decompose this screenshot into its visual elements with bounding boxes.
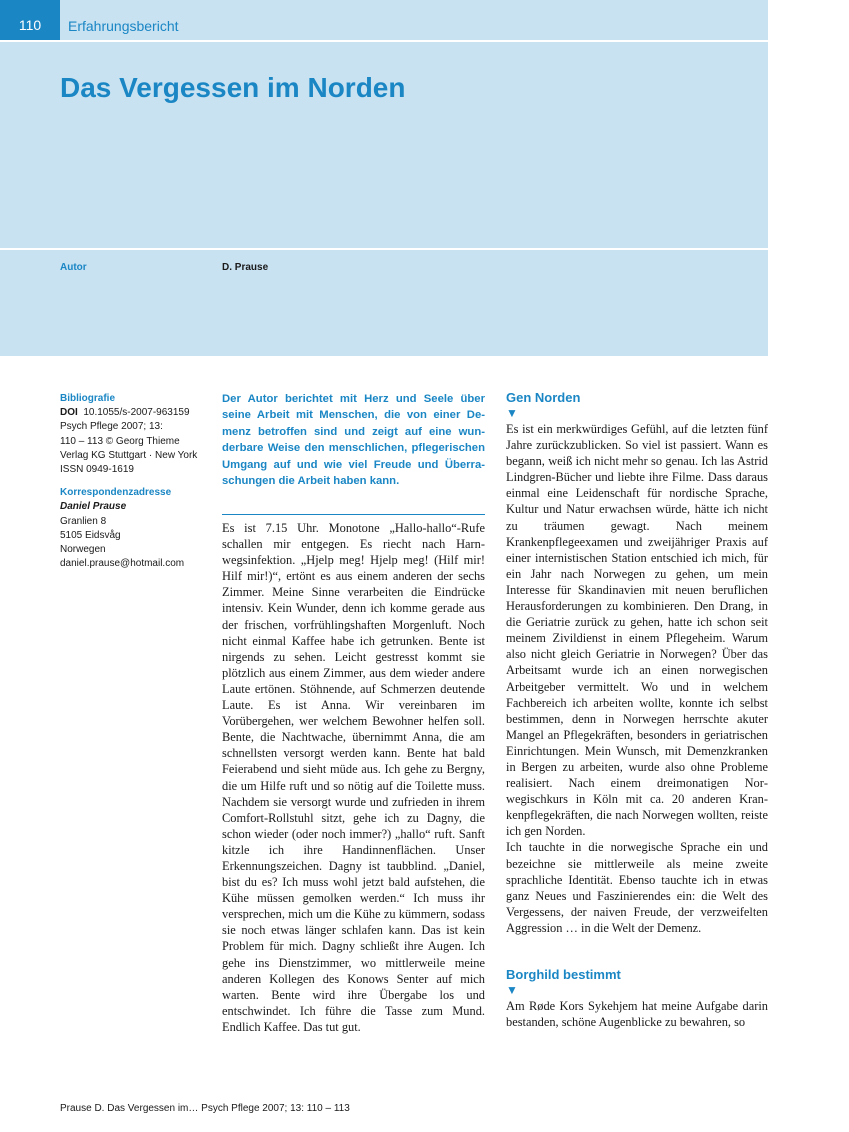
body-column-right: [506, 389, 768, 1030]
author-band: [0, 250, 768, 356]
section-heading-borghild: Borghild bestimmt: [506, 967, 621, 982]
intro-paragraph: Es ist 7.15 Uhr. Monotone „Hallo-hallo“-Rufe schallen mir entgegen. Es riecht nach Harnwegsinfektion. „Hjelp meg! Hjelp meg! (Hilf mir! Hilf mir!)“, ertönt es aus einem anderen der sechs Zimmer. Meine Sinne verarbeiten die Eindrücke intensiv. Kein Wunder, denn ich komme gerade aus der frischen, vorfrühlingshaften Morgenluft. Noch nicht einmal Kaffee habe ich getrunken. Bente ist nirgends zu sehen. Leicht gestresst kommt sie plötzlich aus einem Zimmer, aus dem wieder andere Laute ertönen. Stöhnende, auf Schmerzen deutende Laute. Es ist Anna. Wir vereinbaren im Vorübergehen, wer welchem Bewohner helfen soll. Bente, die Nachtwache, übernimmt Anna, die am schnellsten versorgt werden kann. Bente hat bald Feierabend und sieht müde aus. Ich gehe zu Bergny, die um Hilfe ruft und so nötig auf die Toilette muss. Nachdem sie versorgt wurde und zufrieden in ihrem Comfort-Rollstuhl sitzt, gehe ich zu Dagny, die schon wieder (oder noch immer?) „hallo“ ruft. Sanft kitzle ich ihre Handinnenflächen. Unser Erkennungszeichen. Dagny ist taubblind. „Daniel, bist du es? Ich muss wohl jetzt bald aufstehen, die Kühe müssen gemolken werden.“ Ich muss ihr versprechen, mich um die Kühe zu kümmern, sodass sie noch etwas länger schlafen kann. Das ist kein Problem für mich. Dagny schließt ihre Augen. Ich gehe ins Dienstzimmer, wo mittlerweile meine anderen Kollegen des Konows Senter auf mich warten. Bente wird ihre Übergabe los und entschwindet. Ich führe die Tasse zum Mund. Endlich Kaffee. Das tut gut.: [222, 521, 485, 1034]
journal-line: Psych Pflege 2007; 13:: [60, 421, 163, 433]
issn-line: ISSN 0949-1619: [60, 464, 134, 476]
publisher-line: Verlag KG Stuttgart · New York: [60, 449, 198, 461]
body-column-middle: [222, 520, 485, 1035]
contact-country: Norwegen: [60, 544, 106, 556]
article-title: Das Vergessen im Norden: [60, 72, 406, 103]
contact-name: Daniel Prause: [60, 501, 127, 513]
page-number: 110: [0, 0, 60, 40]
doi-value: 10.1055/s-2007-963159: [83, 407, 190, 419]
abstract: Der Autor berichtet mit Herz und Seele über seine Arbeit mit Menschen, die von einer Demenz betroffen sind und zeigt auf eine wunderbare Weise den menschlichen, pflegerischen Umgang auf und wie viel Freude und Überraschungen die Arbeit haben kann.: [222, 393, 485, 488]
contact-heading: Korrespondenzadresse: [60, 487, 172, 499]
contact-email: daniel.prause@hotmail.com: [60, 558, 185, 570]
triangle-marker-icon: ▼: [506, 406, 518, 420]
doi-line: [60, 406, 210, 420]
contact-city: 5105 Eidsvåg: [60, 529, 121, 541]
page-footer: Prause D. Das Vergessen im… Psych Pflege 2007; 13: 110 – 113: [60, 1103, 350, 1114]
section-label: Erfahrungsbericht: [68, 18, 179, 34]
section2-paragraph-1: Am Røde Kors Sykehjem hat meine Aufgabe darin bestanden, schöne Augenblicke zu bewahren, so: [506, 999, 768, 1030]
abstract-divider: [222, 514, 485, 515]
pages-line: 110 – 113 © Georg Thieme: [60, 435, 180, 447]
triangle-marker-icon: ▼: [506, 983, 518, 997]
doi-label: DOI: [60, 407, 78, 419]
author-name: D. Prause: [222, 262, 269, 273]
author-label: Autor: [60, 262, 87, 273]
bibliography-heading: Bibliografie: [60, 393, 116, 404]
section-heading-gen-norden: Gen Norden: [506, 390, 581, 405]
contact-street: Granlien 8: [60, 515, 107, 527]
section1-paragraph-1: Es ist ein merkwürdiges Gefühl, auf die letzten fünf Jahre zurückzublicken. So viel ist passiert. Wann es begann, weiß ich nicht mehr so genau. Ich las Astrid Lindgren-Bücher und liebte ihre Filme. Dass daraus einmal eine Leidenschaft für nordische Sprache, Kultur und Natur erwachsen würde, hätte ich nicht zu träumen gewagt. Nach meinem Krankenpflegeexamen und zweijähriger Praxis auf einer internistischen Station entschied ich mich, für ein Jahr nach Norwegen zu gehen, um mein Interesse für Skandinavien mit neuen beruflichen Herausforderungen zu kombinieren. Den Drang, in die Geriatrie zurück zu gehen, hatte ich schon seit meinem Zivildienst in einem Pflegeheim. Warum also nicht gleich Geriatrie in Norwegen? Über das Arbeitsamt wurde ich an einen norwegischen Arbeitgeber vermittelt. Wo und in welchem Fachbereich ich arbeiten wollte, konnte ich selbst bestimmen, denn in Norwegen herrschte akuter Mangel an Pflegekräften, besonders in geriatrischen Einrichtungen. Mein Wunsch, mit Demenzkranken in Bergen zu arbeiten, wurde also ohne Probleme realisiert. Nach einem dreimonatigen Norwegischkurs in Köln mit ca. 20 anderen Krankenpflegekräften, die nach Norwegen wollten, reiste ich gen Norden.: [506, 422, 768, 839]
sidebar-info: [60, 392, 210, 571]
section1-paragraph-2: Ich tauchte in die norwegische Sprache ein und bezeichne sie mittlerweile als meine zweite sprachliche Identität. Ebenso tauchte ich in etwas ganz Neues und Faszinierendes ein: die Welt des Vergessens, der naiven Freude, der verzweifelten Aggression … in die Welt der Demenz.: [506, 840, 768, 935]
